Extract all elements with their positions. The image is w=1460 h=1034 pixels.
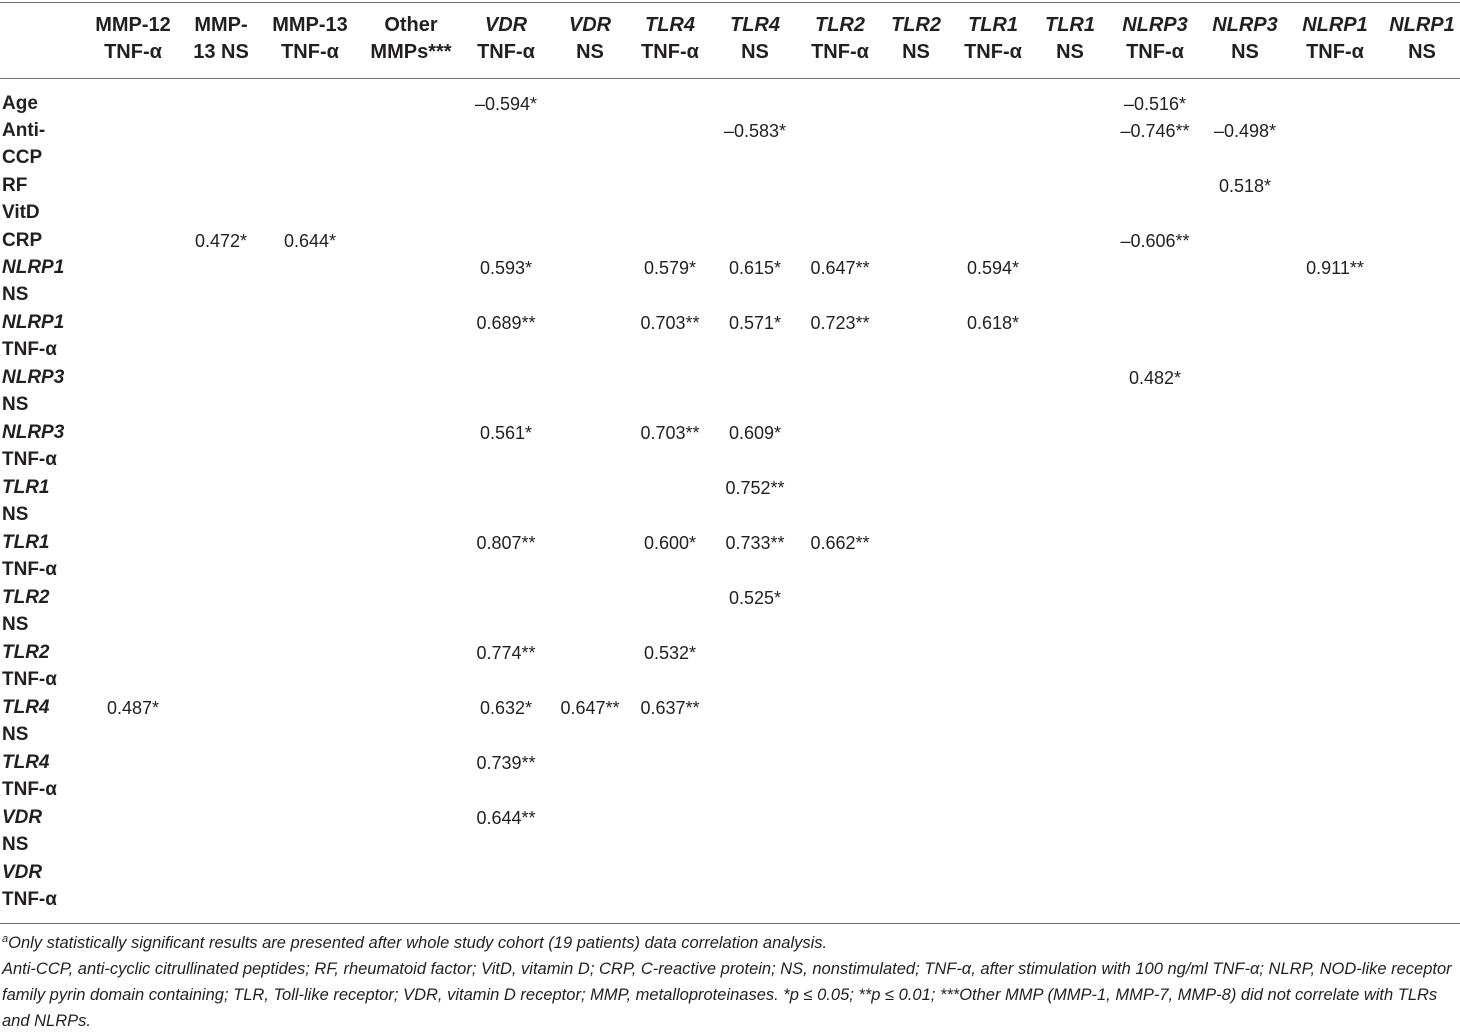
row-label-line: TNF-α xyxy=(2,449,57,471)
row-label xyxy=(2,117,92,172)
correlation-cell: 0.600* xyxy=(643,533,697,553)
row-label xyxy=(2,227,92,254)
row-label-line: NLRP3 xyxy=(2,367,65,388)
column-header-line1: TLR2 xyxy=(815,14,865,36)
column-header xyxy=(1372,12,1460,68)
column-header-line2: TNF-α xyxy=(477,41,535,63)
row-label-line: VDR xyxy=(2,807,43,828)
column-header-line1: VDR xyxy=(568,14,612,36)
correlation-cell: 0.637** xyxy=(640,698,700,718)
row-label-line: NS xyxy=(2,614,29,636)
correlation-cell: 0.561* xyxy=(479,423,533,443)
row-label xyxy=(2,529,92,584)
column-header-line2: NS xyxy=(1231,41,1259,63)
row-label-line: Anti- xyxy=(2,120,46,141)
correlation-cell: 0.644** xyxy=(476,808,536,828)
column-header-line2: TNF-α xyxy=(281,41,339,63)
row-label-line: NS xyxy=(2,504,29,526)
column-header xyxy=(1285,12,1385,68)
row-label-line: TLR4 xyxy=(2,697,50,718)
column-header-line1: NLRP1 xyxy=(1302,14,1368,36)
correlation-cell: –0.583* xyxy=(723,121,787,141)
row-label xyxy=(2,804,92,859)
column-header xyxy=(1195,12,1295,68)
row-label-line: TLR2 xyxy=(2,587,50,608)
column-header-line1: TLR1 xyxy=(968,14,1018,36)
column-header-line1: NLRP3 xyxy=(1212,14,1278,36)
correlation-cell: 0.593* xyxy=(479,258,533,278)
correlation-cell: 0.703** xyxy=(640,313,700,333)
column-header-line2: NS xyxy=(1408,41,1436,63)
correlation-cell: –0.594* xyxy=(474,94,538,114)
correlation-cell: 0.774** xyxy=(476,643,536,663)
column-header xyxy=(1105,12,1205,68)
column-header-line2: TNF-α xyxy=(811,41,869,63)
correlation-cell: 0.644* xyxy=(283,231,337,251)
row-label xyxy=(2,199,92,226)
correlation-cell: 0.615* xyxy=(728,258,782,278)
row-label-line: NS xyxy=(2,284,29,306)
column-header xyxy=(361,12,461,68)
row-label-line: TLR1 xyxy=(2,532,50,553)
column-header xyxy=(171,12,271,68)
column-header-line1: TLR4 xyxy=(645,14,695,36)
table-top-rule xyxy=(0,2,1460,3)
row-label-line: VDR xyxy=(2,862,43,883)
row-label-line: NS xyxy=(2,834,29,856)
row-label-line: TNF-α xyxy=(2,339,57,361)
column-header-line2: TNF-α xyxy=(1126,41,1184,63)
column-header-line1: VDR xyxy=(484,14,528,36)
correlation-cell: 0.487* xyxy=(106,698,160,718)
row-label-line: TLR2 xyxy=(2,642,50,663)
correlation-cell: 0.525* xyxy=(728,588,782,608)
correlation-cell: 0.733** xyxy=(725,533,785,553)
correlation-cell: 0.647** xyxy=(810,258,870,278)
row-label-line: NS xyxy=(2,724,29,746)
column-header-line2: NS xyxy=(902,41,930,63)
row-label-line: CCP xyxy=(2,147,43,169)
row-label-line: CRP xyxy=(2,230,43,251)
column-header-line1: TLR2 xyxy=(891,14,941,36)
correlation-cell: 0.472* xyxy=(194,231,248,251)
row-label xyxy=(2,694,92,749)
column-header-line1: MMP-12 xyxy=(95,14,171,36)
row-label xyxy=(2,859,92,914)
correlation-cell: –0.746** xyxy=(1120,121,1190,141)
column-header-line2: 13 NS xyxy=(193,41,249,63)
row-label xyxy=(2,474,92,529)
footnote-significance xyxy=(2,930,1458,956)
correlation-cell: –0.498* xyxy=(1213,121,1277,141)
row-label xyxy=(2,639,92,694)
column-header-line2: TNF-α xyxy=(1306,41,1364,63)
row-label xyxy=(2,749,92,804)
row-label-line: NLRP1 xyxy=(2,257,65,278)
column-header xyxy=(83,12,183,68)
table-bottom-rule xyxy=(0,923,1460,924)
row-label-line: TLR4 xyxy=(2,752,50,773)
column-header-line1: NLRP1 xyxy=(1389,14,1455,36)
column-header-line1: MMP- xyxy=(194,14,248,36)
correlation-cell: 0.703** xyxy=(640,423,700,443)
correlation-cell: 0.911** xyxy=(1306,258,1364,278)
row-label-line: TNF-α xyxy=(2,669,57,691)
row-label-line: NLRP3 xyxy=(2,422,65,443)
column-header-line1: Other xyxy=(384,14,438,36)
row-label-line: VitD xyxy=(2,202,40,223)
correlation-cell: 0.739** xyxy=(476,753,536,773)
column-header-line2: TNF-α xyxy=(964,41,1022,63)
column-header-line1: MMP-13 xyxy=(272,14,348,36)
row-label-line: NS xyxy=(2,394,29,416)
correlation-cell: 0.647** xyxy=(560,698,620,718)
correlation-cell: 0.689** xyxy=(476,313,536,333)
correlation-cell: 0.532* xyxy=(643,643,697,663)
correlation-cell: 0.609* xyxy=(728,423,782,443)
row-label xyxy=(2,172,92,199)
column-header-line2: NS xyxy=(1056,41,1084,63)
correlation-cell: 0.618* xyxy=(966,313,1020,333)
row-label xyxy=(2,419,92,474)
row-label xyxy=(2,309,92,364)
row-label xyxy=(2,364,92,419)
correlation-cell: 0.579* xyxy=(643,258,697,278)
correlation-cell: 0.632* xyxy=(479,698,533,718)
row-label-line: TNF-α xyxy=(2,889,57,911)
column-header-line1: NLRP3 xyxy=(1122,14,1188,36)
column-header-line2: MMPs*** xyxy=(370,41,452,63)
row-label xyxy=(2,584,92,639)
correlation-cell: 0.518* xyxy=(1218,176,1272,196)
column-header xyxy=(260,12,360,68)
row-label-line: TLR1 xyxy=(2,477,50,498)
footnote-marker: a xyxy=(2,933,9,945)
footnote-significance-text: Only statistically significant results are presented after whole study cohort (19 patients) data correlation analysis. xyxy=(8,934,828,952)
correlation-cell: 0.723** xyxy=(810,313,870,333)
column-header-line2: TNF-α xyxy=(104,41,162,63)
row-label-line: TNF-α xyxy=(2,559,57,581)
row-label xyxy=(2,90,92,117)
footnote-abbreviations: Anti-CCP, anti-cyclic citrullinated peptides; RF, rheumatoid factor; VitD, vitamin D; CRP, C-reactive protein; NS, nonstimulated; TNF-α, after stimulation with 100 ng/ml TNF-α; NLRP, NOD-like receptor family pyrin domain containing; TLR, Toll-like receptor; VDR, vitamin D receptor; MMP, metalloproteinases. *p ≤ 0.05; **p ≤ 0.01; ***Other MMP (MMP-1, MMP-7, MMP-8) did not correlate with TLRs and NLRPs. xyxy=(2,960,1452,1030)
row-label-line: TNF-α xyxy=(2,779,57,801)
column-header-line1: TLR1 xyxy=(1045,14,1095,36)
correlation-cell: 0.752** xyxy=(725,478,785,498)
row-label xyxy=(2,254,92,309)
correlation-cell: 0.807** xyxy=(476,533,536,553)
correlation-cell: –0.516* xyxy=(1123,94,1187,114)
correlation-cell: 0.482* xyxy=(1128,368,1182,388)
row-label-line: NLRP1 xyxy=(2,312,65,333)
column-header-line2: NS xyxy=(741,41,769,63)
column-header-line2: NS xyxy=(576,41,604,63)
column-header-line2: TNF-α xyxy=(641,41,699,63)
correlation-cell: 0.594* xyxy=(966,258,1020,278)
row-label-line: RF xyxy=(2,175,28,196)
column-header-line1: TLR4 xyxy=(730,14,780,36)
correlation-cell: –0.606** xyxy=(1120,231,1190,251)
row-label-line: Age xyxy=(2,93,38,114)
correlation-cell: 0.571* xyxy=(728,313,782,333)
table-header-rule xyxy=(0,78,1460,79)
correlation-cell: 0.662** xyxy=(810,533,870,553)
